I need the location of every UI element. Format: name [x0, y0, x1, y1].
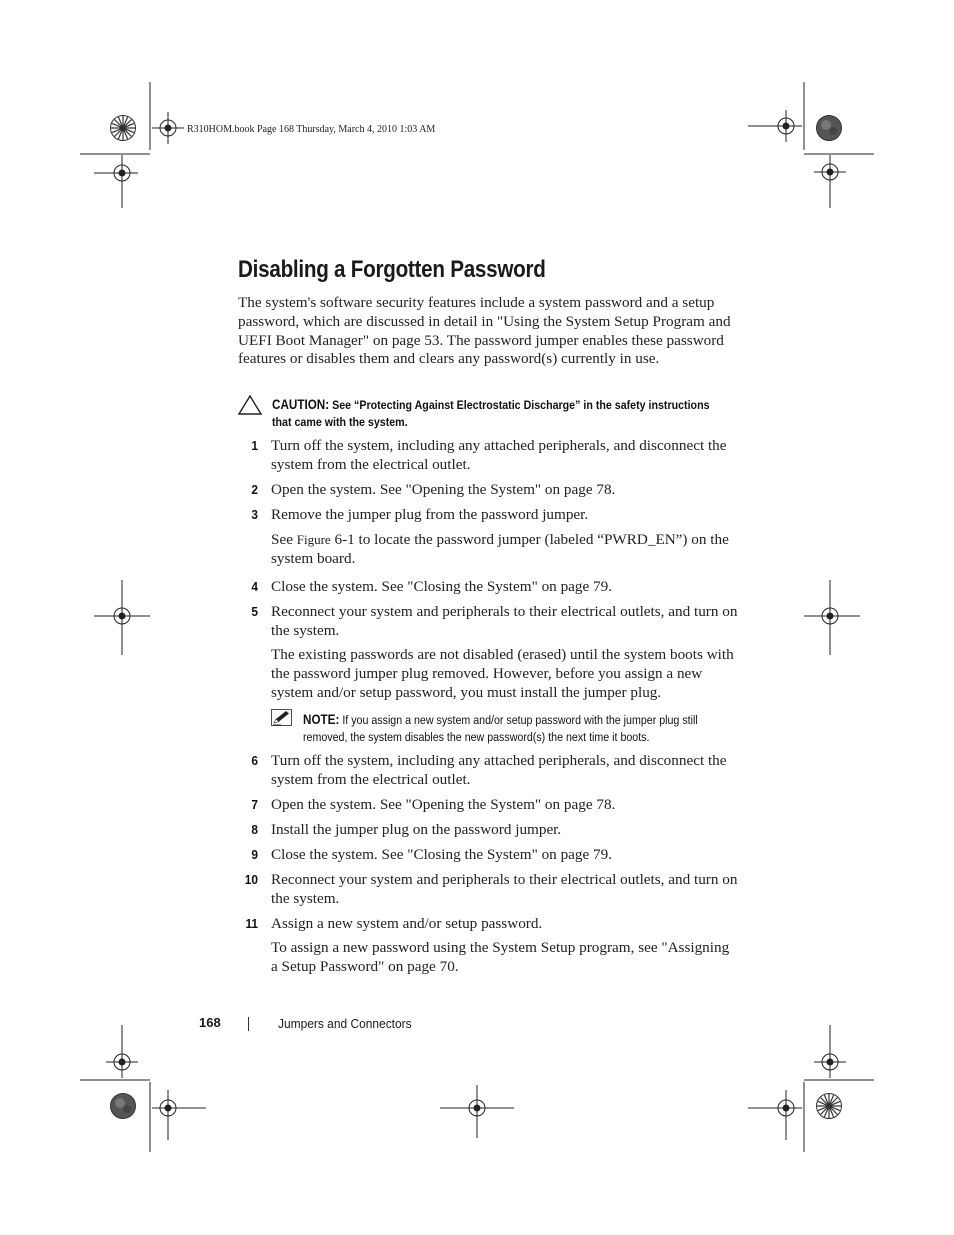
registration-crosshair-icon	[814, 1046, 846, 1078]
note-text: If you assign a new system and/or setup password with the jumper plug still removed, the system disables the new password(s) the next time it boots.	[303, 713, 698, 745]
step-number: 10	[244, 872, 258, 887]
caution-callout	[272, 396, 719, 431]
footer-divider	[248, 1017, 249, 1031]
registration-crosshair-icon	[461, 1092, 493, 1124]
step-number: 11	[245, 916, 258, 931]
step-text: Remove the jumper plug from the password jumper.	[271, 506, 589, 523]
note-pencil-icon	[271, 709, 293, 727]
step-text: Assign a new system and/or setup password.	[271, 915, 543, 932]
registration-crosshair-icon	[106, 1046, 138, 1078]
step-subparagraph: To assign a new password using the System Setup program, see "Assigning a Setup Password" on page 70.	[271, 939, 730, 975]
registration-dark-dot-icon	[111, 1094, 136, 1119]
step-text: Reconnect your system and peripherals to their electrical outlets, and turn on the system.	[271, 871, 738, 907]
step-number: 1	[251, 438, 258, 453]
note-callout	[303, 711, 737, 746]
step-number: 9	[251, 847, 258, 862]
step-number: 8	[251, 822, 258, 837]
caution-triangle-icon	[238, 395, 262, 415]
step-text: Open the system. See "Opening the System" on page 78.	[271, 481, 616, 498]
step-text: Open the system. See "Opening the System" on page 78.	[271, 796, 616, 813]
footer-section-title: Jumpers and Connectors	[278, 1016, 412, 1031]
page-number: 168	[199, 1015, 221, 1030]
registration-dark-dot-icon	[817, 116, 842, 141]
registration-crosshair-icon	[106, 600, 138, 632]
caution-label: CAUTION:	[272, 397, 330, 412]
registration-crosshair-icon	[152, 112, 184, 144]
intro-paragraph: The system's software security features include a system password and a setup password, which are discussed in detail in "Using the System Setup Program and UEFI Boot Manager" on page 53. The password jumper enables these password features or disables them and clears any password(s) currently in use.	[238, 294, 731, 368]
step-text: Turn off the system, including any attached peripherals, and disconnect the system from the electrical outlet.	[271, 437, 727, 473]
step-number: 6	[251, 753, 258, 768]
step-text: Reconnect your system and peripherals to their electrical outlets, and turn on the system.	[271, 603, 738, 639]
step-number: 3	[251, 507, 258, 522]
page-title: Disabling a Forgotten Password	[238, 256, 546, 283]
step-text: Install the jumper plug on the password jumper.	[271, 821, 562, 838]
figure-reference-link[interactable]: Figure	[296, 532, 331, 547]
step-number: 5	[251, 604, 258, 619]
step-text: Close the system. See "Closing the System" on page 79.	[271, 846, 613, 863]
registration-starburst-icon	[111, 116, 136, 141]
registration-starburst-icon	[817, 1094, 842, 1119]
step-subparagraph	[271, 531, 739, 569]
step-text: Close the system. See "Closing the System" on page 79.	[271, 578, 613, 595]
step-sub-prefix: See	[271, 531, 297, 548]
print-slug: R310HOM.book Page 168 Thursday, March 4, 2010 1:03 AM	[187, 124, 436, 135]
caution-text: See “Protecting Against Electrostatic Discharge” in the safety instructions that came with the system.	[272, 398, 710, 430]
step-number: 7	[251, 797, 258, 812]
step-text: Turn off the system, including any attached peripherals, and disconnect the system from the electrical outlet.	[271, 752, 727, 788]
registration-crosshair-icon	[814, 600, 846, 632]
step-sub-suffix: 6-1 to locate the password jumper (labeled “PWRD_EN”) on the system board.	[271, 531, 729, 567]
step-number: 4	[251, 579, 258, 594]
note-label: NOTE:	[303, 712, 340, 727]
step-subparagraph: The existing passwords are not disabled (erased) until the system boots with the password jumper plug removed. However, before you assign a new system and/or setup password, you must install the jumper plug.	[271, 646, 734, 701]
step-number: 2	[251, 482, 258, 497]
